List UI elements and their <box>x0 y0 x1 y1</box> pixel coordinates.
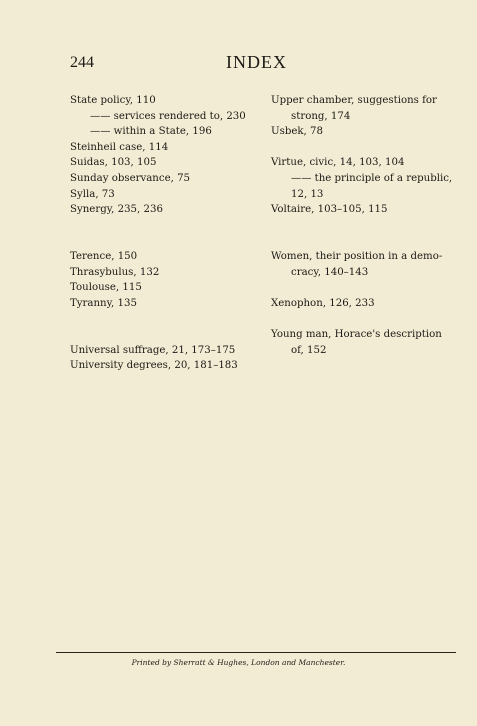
index-entry: Women, their position in a demo- <box>271 250 443 262</box>
index-entry: Young man, Horace's description <box>271 328 442 340</box>
index-entry: Xenophon, 126, 233 <box>271 297 375 309</box>
index-entry: Usbek, 78 <box>271 126 323 138</box>
index-entry: Suidas, 103, 105 <box>70 157 157 169</box>
index-entry: University degrees, 20, 181–183 <box>70 360 238 372</box>
index-entry: Voltaire, 103–105, 115 <box>271 204 388 216</box>
index-entry: Tyranny, 135 <box>70 297 137 309</box>
index-group-s <box>70 93 260 218</box>
index-entry-continuation: cracy, 140–143 <box>291 266 369 278</box>
index-entry: Synergy, 235, 236 <box>70 204 163 216</box>
index-group-t <box>70 249 260 311</box>
footer-rule <box>56 652 456 653</box>
index-entry: Thrasybulus, 132 <box>70 266 160 278</box>
index-group-u <box>70 343 260 374</box>
index-entry: Virtue, civic, 14, 103, 104 <box>271 157 405 169</box>
index-group-v <box>271 155 457 217</box>
index-entry: Universal suffrage, 21, 173–175 <box>70 344 236 356</box>
index-entry: Sylla, 73 <box>70 188 115 200</box>
index-group-w <box>271 249 457 280</box>
index-entry-continuation: of, 152 <box>291 344 327 356</box>
index-entry: Sunday observance, 75 <box>70 172 191 184</box>
index-entry: State policy, 110 <box>70 95 156 106</box>
index-entry: Upper chamber, suggestions for <box>271 95 437 106</box>
page-title: INDEX <box>226 52 287 72</box>
index-entry: Terence, 150 <box>70 250 138 262</box>
index-entry-continuation: strong, 174 <box>291 110 351 122</box>
index-entry: Toulouse, 115 <box>70 282 142 294</box>
index-entry: Steinheil case, 114 <box>70 141 169 153</box>
page-number: 244 <box>70 54 94 71</box>
index-subentry: —— within a State, 196 <box>90 126 212 138</box>
printer-imprint: Printed by Sherratt & Hughes, London and Manchester. <box>131 658 346 667</box>
index-entry-continuation: 12, 13 <box>291 188 324 200</box>
index-group-u-right <box>271 93 457 140</box>
index-column-right <box>271 93 457 358</box>
index-column-left <box>70 93 260 374</box>
index-group-x <box>271 296 457 312</box>
index-subentry: —— the principle of a republic, <box>291 172 453 184</box>
index-group-y <box>271 327 457 358</box>
index-subentry: —— services rendered to, 230 <box>90 110 246 122</box>
